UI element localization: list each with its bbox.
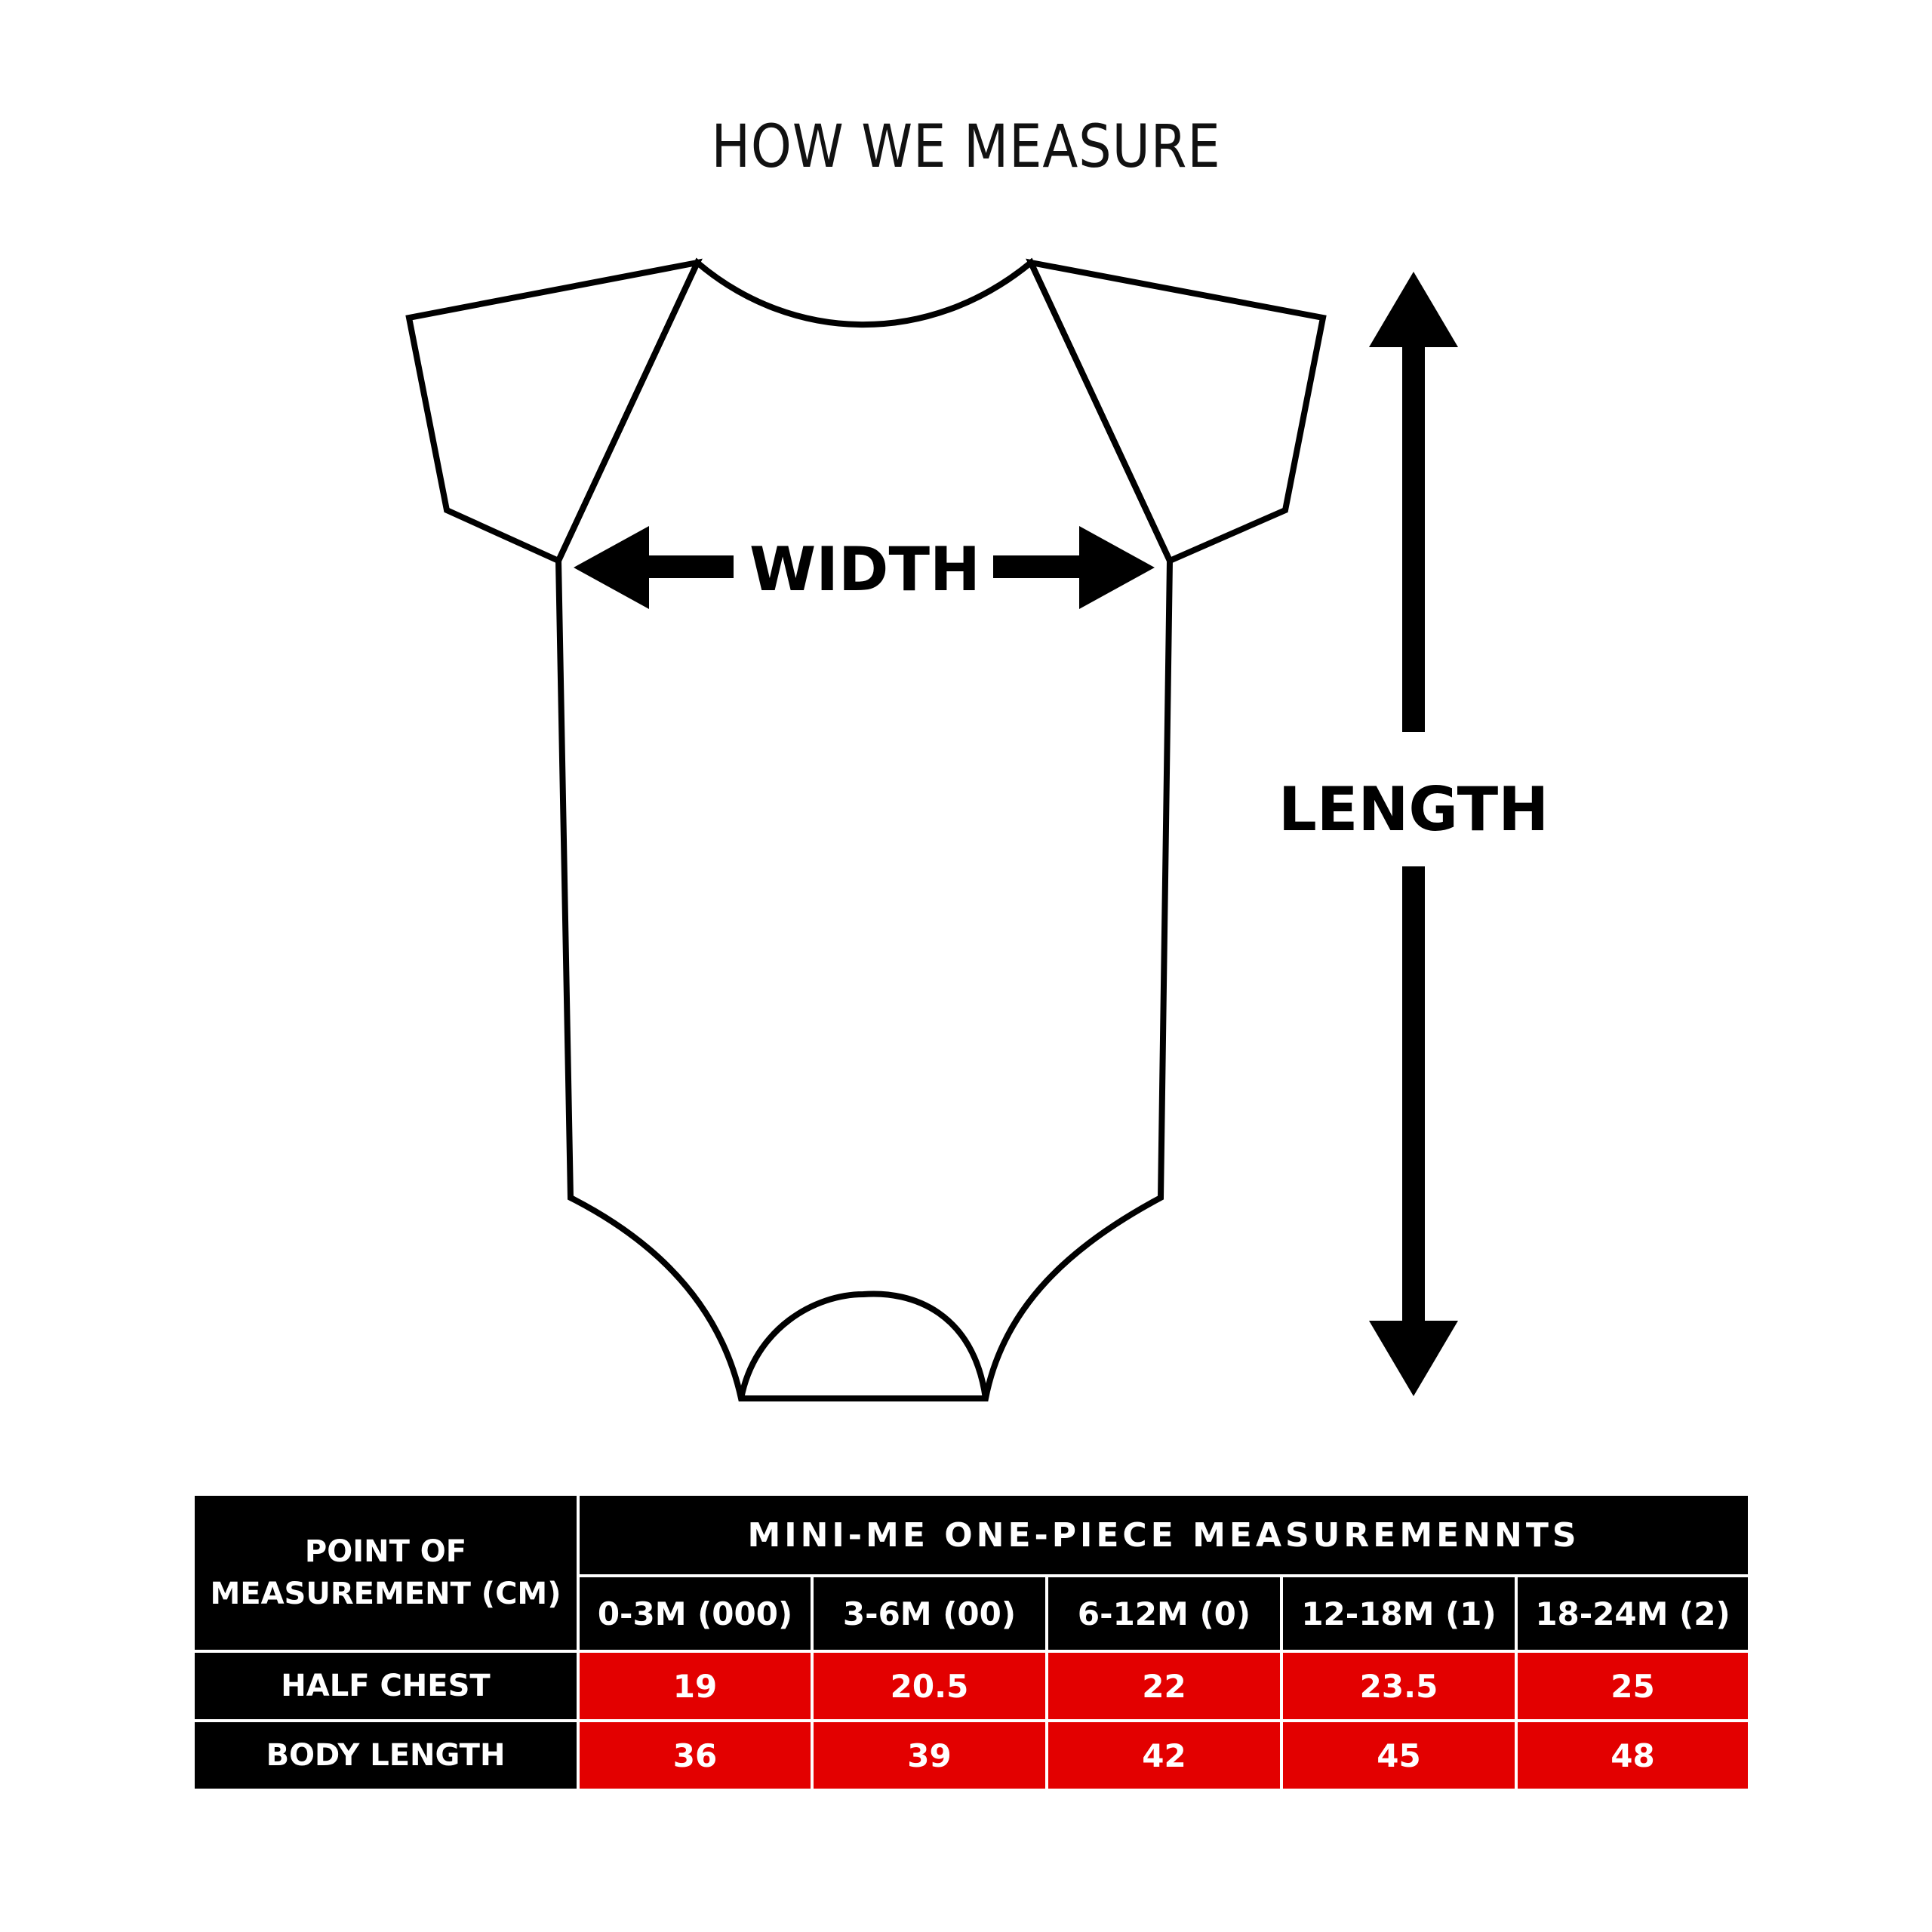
row-label: BODY LENGTH <box>193 1721 578 1790</box>
table-row <box>193 1721 1749 1790</box>
width-arrow-right <box>993 526 1155 609</box>
left-sleeve <box>409 263 697 561</box>
onesie-body <box>558 263 1170 1398</box>
length-label: LENGTH <box>1278 774 1549 844</box>
value-cell: 22 <box>1047 1651 1281 1721</box>
value-cell: 20.5 <box>812 1651 1047 1721</box>
group-header: MINI-ME ONE-PIECE MEASUREMENNTS <box>578 1494 1749 1576</box>
size-header: 12-18M (1) <box>1281 1576 1516 1651</box>
value-cell: 42 <box>1047 1721 1281 1790</box>
size-header: 6-12M (0) <box>1047 1576 1281 1651</box>
size-header: 3-6M (00) <box>812 1576 1047 1651</box>
size-header: 0-3M (000) <box>578 1576 812 1651</box>
onesie-outline <box>409 263 1323 1398</box>
page-title: HOW WE MEASURE <box>711 113 1221 181</box>
crotch-snap <box>741 1294 986 1398</box>
size-header: 18-24M (2) <box>1516 1576 1749 1651</box>
table-header-row <box>193 1494 1749 1576</box>
value-cell: 19 <box>578 1651 812 1721</box>
value-cell: 36 <box>578 1721 812 1790</box>
corner-header-line1: POINT OF <box>304 1534 467 1569</box>
value-cell: 48 <box>1516 1721 1749 1790</box>
right-sleeve <box>1031 263 1323 561</box>
measurement-table <box>192 1493 1751 1792</box>
width-arrow-left <box>574 526 734 609</box>
value-cell: 25 <box>1516 1651 1749 1721</box>
table-row <box>193 1651 1749 1721</box>
length-arrow-down <box>1369 866 1458 1396</box>
value-cell: 39 <box>812 1721 1047 1790</box>
value-cell: 23.5 <box>1281 1651 1516 1721</box>
corner-header-cell <box>193 1494 578 1651</box>
value-cell: 45 <box>1281 1721 1516 1790</box>
length-arrow-up <box>1369 272 1458 732</box>
width-label: WIDTH <box>749 534 980 605</box>
corner-header-line2: MEASUREMENT (CM) <box>210 1577 561 1611</box>
row-label: HALF CHEST <box>193 1651 578 1721</box>
